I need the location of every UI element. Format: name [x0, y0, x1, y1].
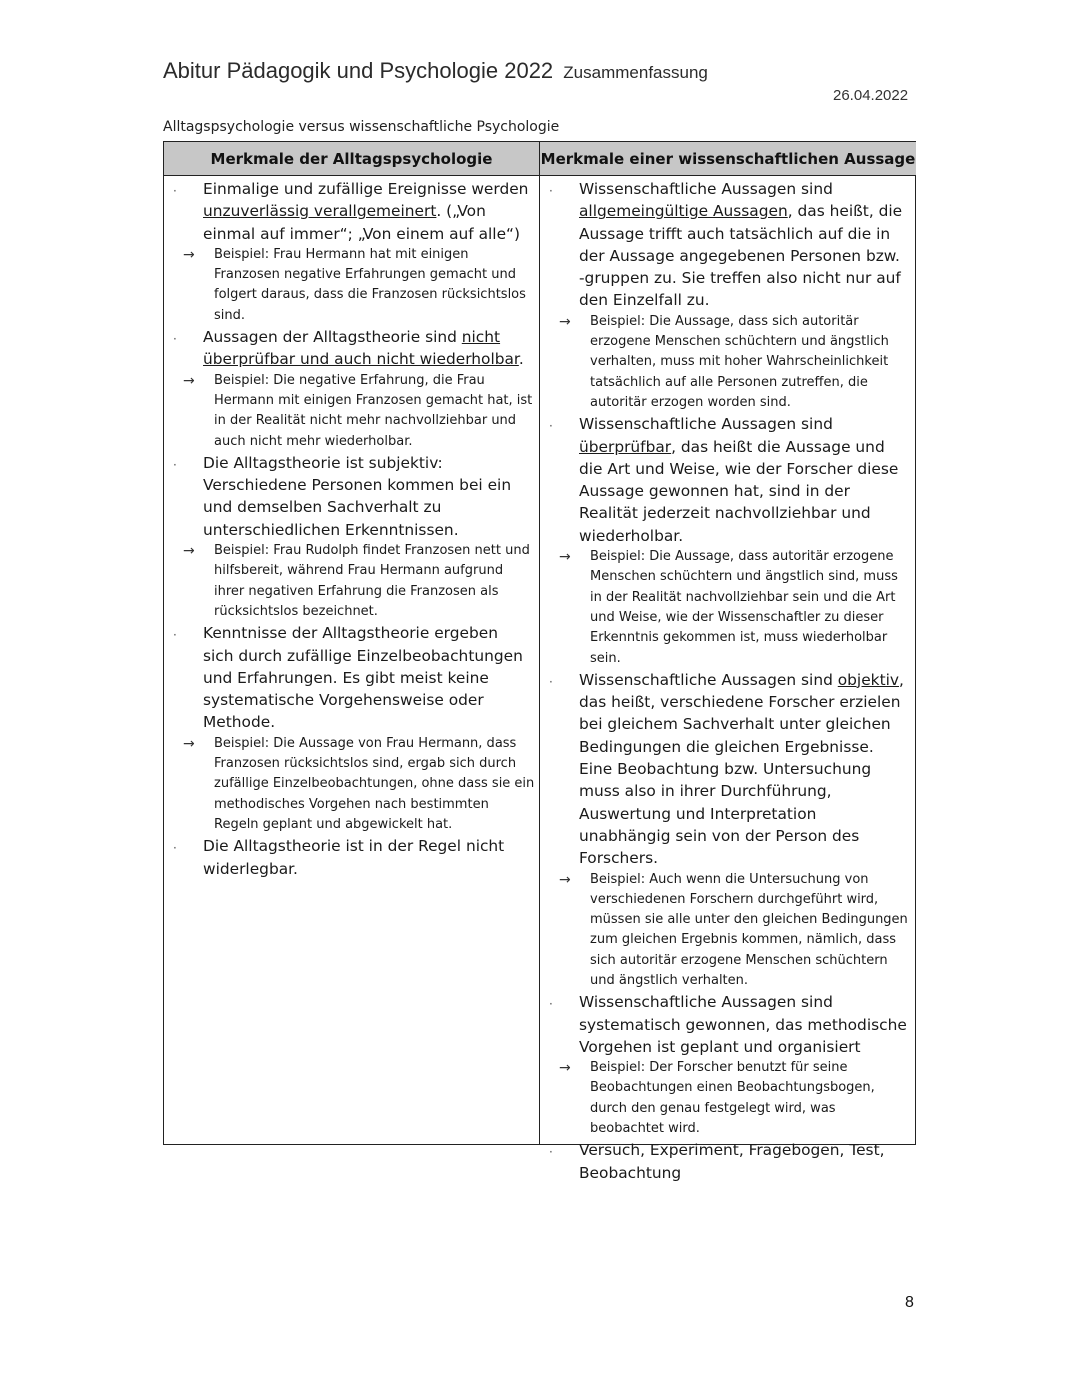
item-text: [203, 452, 533, 541]
bullet-icon: ·: [549, 184, 553, 198]
example: [540, 312, 916, 413]
example: [540, 870, 916, 992]
example: [164, 734, 539, 835]
item-text-part: Wissenschaftliche Aussagen sind: [579, 415, 833, 434]
list-item: [164, 178, 539, 245]
item-text-part: Wissenschaftliche Aussagen sind systematisch gewonnen, das methodische Vorgehen ist geplant und organisiert: [579, 993, 907, 1056]
item-text-part: Wissenschaftliche Aussagen sind: [579, 670, 838, 689]
item-text: [579, 178, 910, 312]
example: [164, 371, 539, 452]
list-item: [164, 452, 539, 541]
bullet-icon: ·: [173, 628, 177, 643]
list-item: [164, 835, 539, 880]
item-text: [579, 991, 910, 1058]
arrow-icon: →: [559, 1060, 571, 1077]
bullet-icon: ·: [173, 332, 177, 347]
item-text-part: Die Alltagstheorie ist in der Regel nicht widerlegbar.: [203, 837, 505, 878]
example: [164, 245, 539, 326]
right-column-header: Merkmale einer wissenschaftlichen Aussage: [540, 142, 916, 176]
item-text: [579, 1139, 910, 1184]
example: [164, 541, 539, 622]
document-subtitle: Zusammenfassung: [563, 63, 708, 82]
arrow-icon: →: [183, 735, 195, 752]
list-item: [540, 178, 916, 312]
item-text: [203, 178, 533, 245]
item-text-part: . („Von einmal auf immer“; „Von einem auf alle“): [203, 202, 521, 243]
item-text-part: Einmalige und zufällige Ereignisse werden: [203, 180, 529, 198]
item-text-part: Wissenschaftliche Aussagen sind: [579, 180, 833, 198]
item-text-part: , das heißt, verschiedene Forscher erzielen bei gleichem Sachverhalt unter gleichen Bedingungen die gleichen Ergebnisse. Eine Beobachtung bzw. Untersuchung muss also in ihrer Durchführung, Auswertung und Interpretation unabhängig sein von der Person des Forschers.: [579, 670, 904, 868]
example-text: Beispiel: Der Forscher benutzt für seine Beobachtungen einen Beobachtungsbogen, durch den genau festgelegt wird, was beobachtet wird.: [590, 1060, 875, 1137]
bullet-icon: ·: [549, 674, 553, 689]
item-text-part: , das heißt, die Aussage trifft auch tatsächlich auf die in der Aussage angegebenen Personen bzw. -gruppen zu. Sie treffen also nicht nur auf den Einzelfall zu.: [579, 202, 903, 310]
example-text: Beispiel: Frau Hermann hat mit einigen Franzosen negative Erfahrungen gemacht und folgert daraus, dass die Franzosen rücksichtslos sind.: [214, 246, 526, 323]
example: [540, 1058, 916, 1139]
page-title: [163, 58, 708, 84]
bullet-icon: ·: [173, 184, 177, 198]
list-item: [540, 1139, 916, 1184]
left-column-header: Merkmale der Alltagspsychologie: [164, 142, 539, 176]
arrow-icon: →: [559, 871, 571, 888]
example: [540, 547, 916, 669]
document-title: Abitur Pädagogik und Psychologie 2022: [163, 58, 554, 83]
item-text-part: .: [518, 350, 524, 369]
arrow-icon: →: [183, 372, 195, 389]
item-text-part: Kenntnisse der Alltagstheorie ergeben sich durch zufällige Einzelbeobachtungen und Erfahrungen. Es gibt meist keine systematische Vorgehensweise oder Methode.: [203, 624, 523, 732]
arrow-icon: →: [559, 549, 571, 566]
example-text: Beispiel: Die Aussage von Frau Hermann, dass Franzosen rücksichtslos sind, ergab sich durch zufällige Einzelbeobachtungen, ohne dass sie ein methodisches Vorgehen nach bestimmten Regeln geplant und abgewickelt hat.: [214, 735, 535, 832]
underlined-term: unzuverlässig verallgemeinert: [203, 202, 437, 221]
item-text-part: Die Alltagstheorie ist subjektiv: Verschiedene Personen kommen bei ein und demselben Sachverhalt zu unterschiedlichen Erkenntnissen.: [203, 453, 512, 539]
bullet-icon: ·: [549, 997, 553, 1012]
bullet-icon: ·: [173, 841, 177, 856]
item-text-part: , das heißt die Aussage und die Art und Weise, wie der Forscher diese Aussage gewonnen hat, sind in der Realität jederzeit nachvollziehbar und wiederholbar.: [579, 437, 899, 545]
example-text: Beispiel: Die negative Erfahrung, die Frau Hermann mit einigen Franzosen gemacht hat, ist in der Realität nicht mehr nachvollziehbar und auch nicht mehr wiederholbar.: [214, 372, 533, 449]
arrow-icon: →: [183, 543, 195, 560]
bullet-icon: ·: [173, 457, 177, 472]
bullet-icon: ·: [549, 1145, 553, 1160]
document-date: 26.04.2022: [833, 87, 909, 104]
example-text: Beispiel: Die Aussage, dass autoritär erzogene Menschen schüchtern und ängstlich sind, muss in der Realität nachvollziehbar sein und die Art und Weise, wie der Wissenschaftler zu dieser Erkenntnis gekommen ist, muss wiederholbar sein.: [590, 549, 898, 666]
item-text: [203, 835, 533, 880]
item-text: [579, 413, 910, 547]
item-text: [203, 326, 533, 371]
item-text: [203, 622, 533, 733]
underlined-term: objektiv: [837, 670, 900, 689]
list-item: [540, 669, 916, 870]
item-text-part: Aussagen der Alltagstheorie sind: [203, 328, 462, 347]
arrow-icon: →: [183, 246, 195, 263]
underlined-term: überprüfbar: [579, 437, 672, 456]
arrow-icon: →: [559, 313, 571, 330]
example-text: Beispiel: Auch wenn die Untersuchung von verschiedenen Forschern durchgeführt wird, müssen sie alle unter den gleichen Bedingungen zum gleichen Ergebnis kommen, nämlich, dass sich autoritär erzogene Menschen schüchtern und ängstlich verhalten.: [590, 871, 908, 988]
list-item: [164, 622, 539, 733]
right-column: [540, 178, 916, 1184]
underlined-term: allgemeingültige Aussagen: [579, 202, 788, 221]
section-title: Alltagspsychologie versus wissenschaftliche Psychologie: [163, 119, 560, 135]
underlined-term: nicht überprüfbar und auch nicht wiederholbar: [203, 328, 519, 369]
example-text: Beispiel: Die Aussage, dass sich autoritär erzogene Menschen schüchtern und ängstlich verhalten, muss mit hoher Wahrscheinlichkeit tatsächlich auf alle Personen zutreffen, die autoritär erzogen worden sind.: [590, 313, 889, 410]
item-text: [579, 669, 910, 870]
list-item: [540, 413, 916, 547]
left-column: [164, 178, 539, 880]
list-item: [540, 991, 916, 1058]
list-item: [164, 326, 539, 371]
comparison-table: [163, 141, 916, 1182]
item-text-part: Versuch, Experiment, Fragebogen, Test, Beobachtung: [579, 1141, 885, 1182]
page-number: 8: [905, 1294, 914, 1311]
bullet-icon: ·: [549, 419, 553, 434]
example-text: Beispiel: Frau Rudolph findet Franzosen nett und hilfsbereit, während Frau Hermann aufgrund ihrer negativen Erfahrung die Franzosen als rücksichtslos bezeichnet.: [214, 543, 530, 619]
